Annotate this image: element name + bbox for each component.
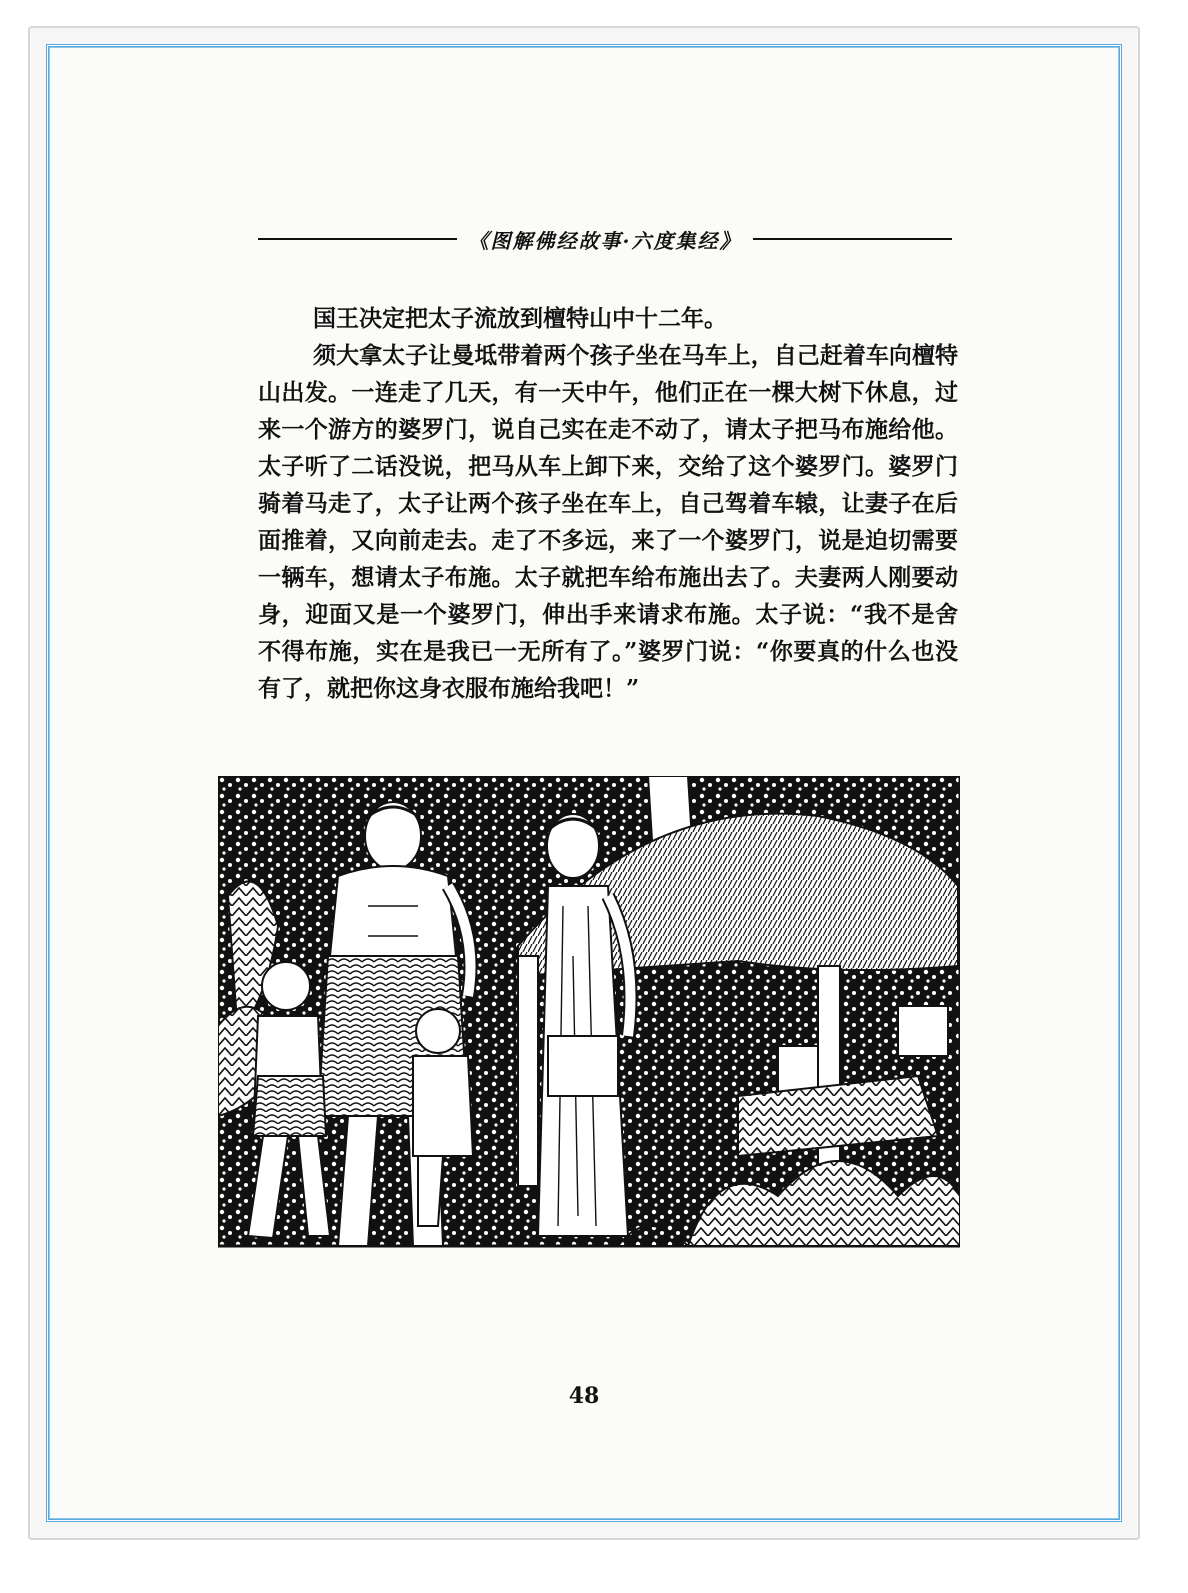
header-rule-left bbox=[258, 238, 457, 240]
paragraph-2: 须大拿太子让曼坻带着两个孩子坐在马车上，自己赶着车向檀特山出发。一连走了几天，有一天中午，他们正在一棵大树下休息，过来一个游方的婆罗门，说自己实在走不动了，请太子把马布施给他。太子听了二话没说，把马从车上卸下来，交给了这个婆罗门。婆罗门骑着马走了，太子让两个孩子坐在车上，自己驾着车辕，让妻子在后面推着，又向前走去。走了不多远，来了一个婆罗门，说是迫切需要一辆车，想请太子布施。太子就把车给布施出去了。夫妻两人刚要动身，迎面又是一个婆罗门，伸出手来请求布施。太子说：“我不是舍不得布施，实在是我已一无所有了。”婆罗门说：“你要真的什么也没有了，就把你这身衣服布施给我吧！” bbox=[258, 342, 958, 702]
running-header bbox=[258, 224, 952, 254]
running-header-title: 《图解佛经故事·六度集经》 bbox=[468, 228, 742, 253]
header-rule-right bbox=[753, 238, 952, 240]
paragraph-1: 国王决定把太子流放到檀特山中十二年。 bbox=[313, 305, 727, 332]
book-page bbox=[58, 56, 1110, 1510]
body-text bbox=[258, 300, 958, 707]
illustration-svg bbox=[218, 776, 960, 1286]
hut-post-left bbox=[518, 956, 538, 1186]
page-number: 48 bbox=[568, 1383, 600, 1409]
woodcut-illustration bbox=[218, 776, 960, 1286]
